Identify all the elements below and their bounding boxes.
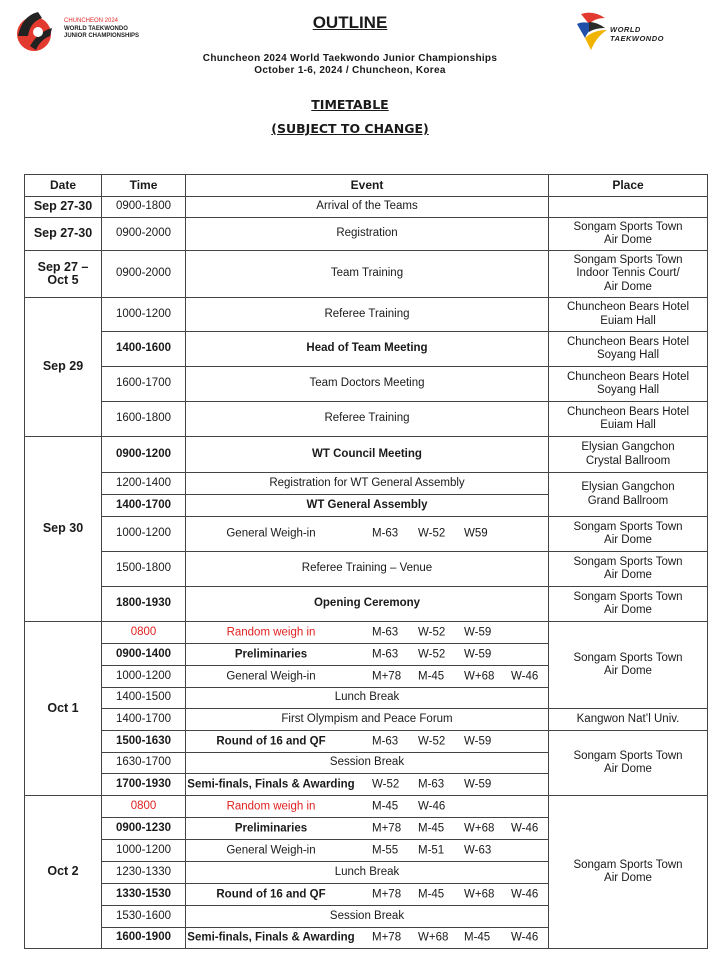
timetable-body xyxy=(25,197,708,949)
table-row xyxy=(25,402,708,437)
logo-line-1: CHUNCHEON 2024 xyxy=(64,18,119,24)
place-cell: Elysian Gangchon Crystal Ballroom xyxy=(549,437,708,473)
weight-category: M+78 xyxy=(372,931,402,944)
event-name: Preliminaries xyxy=(234,647,308,660)
date-cell: Sep 30 xyxy=(25,437,102,622)
time-cell: 0900-1230 xyxy=(102,818,186,840)
logo-line-2: WORLD TAEKWONDO xyxy=(64,25,128,32)
event-name: Random weigh in xyxy=(226,625,316,638)
weight-category: W-52 xyxy=(418,527,446,540)
subject-to-change-note: (SUBJECT TO CHANGE) xyxy=(271,121,429,136)
weight-category: W-59 xyxy=(464,734,492,747)
weight-category: W-52 xyxy=(372,777,400,790)
weight-category: M-63 xyxy=(418,777,445,790)
weight-category: W+68 xyxy=(418,931,449,944)
date-cell: Sep 27 – Oct 5 xyxy=(25,251,102,298)
time-cell: 1500-1630 xyxy=(102,731,186,753)
event-cell: Session Break xyxy=(186,753,549,774)
time-cell: 1000-1200 xyxy=(102,666,186,688)
weight-category: M-45 xyxy=(418,669,445,682)
weight-category: W-46 xyxy=(418,799,446,812)
event-name: General Weigh-in xyxy=(226,527,316,540)
time-cell: 1500-1800 xyxy=(102,552,186,587)
table-row xyxy=(25,298,708,332)
event-cell: Lunch Break xyxy=(186,688,549,709)
logo-right-line-2: TAEKWONDO xyxy=(610,34,664,43)
place-cell: Chuncheon Bears Hotel Euiam Hall xyxy=(549,402,708,437)
date-cell: Oct 1 xyxy=(25,622,102,796)
place-cell: Chuncheon Bears Hotel Soyang Hall xyxy=(549,332,708,367)
event-cell xyxy=(186,622,549,644)
weight-category: W-59 xyxy=(464,625,492,638)
event-cell: Team Doctors Meeting xyxy=(186,367,549,402)
place-column-header: Place xyxy=(549,175,708,197)
event-cell xyxy=(186,666,549,688)
time-cell: 0800 xyxy=(102,796,186,818)
time-cell: 1230-1330 xyxy=(102,862,186,884)
event-cell xyxy=(186,840,549,862)
weight-category: W-52 xyxy=(418,625,446,638)
table-row xyxy=(25,587,708,622)
weight-category: W+68 xyxy=(464,887,495,900)
weight-category: M-63 xyxy=(372,734,399,747)
weight-category: W-46 xyxy=(511,887,539,900)
place-cell: Songam Sports Town Air Dome xyxy=(549,622,708,709)
event-cell: Lunch Break xyxy=(186,862,549,884)
event-name: Chuncheon 2024 World Taekwondo Junior Championships xyxy=(202,53,498,64)
event-cell: Team Training xyxy=(186,251,549,298)
place-cell: Songam Sports Town Air Dome xyxy=(549,731,708,796)
time-cell: 1200-1400 xyxy=(102,473,186,495)
weight-category: M-63 xyxy=(372,527,399,540)
event-cell xyxy=(186,818,549,840)
weight-category: M+78 xyxy=(372,887,402,900)
event-cell xyxy=(186,644,549,666)
event-cell: Registration xyxy=(186,218,549,251)
date-cell: Oct 2 xyxy=(25,796,102,949)
event-cell: WT General Assembly xyxy=(186,495,549,517)
date-cell: Sep 27-30 xyxy=(25,197,102,218)
place-cell: Songam Sports Town Air Dome xyxy=(549,587,708,622)
place-cell: Songam Sports Town Air Dome xyxy=(549,218,708,251)
event-name: General Weigh-in xyxy=(226,843,316,856)
weight-category: W-52 xyxy=(418,647,446,660)
weight-category: W+68 xyxy=(464,821,495,834)
weight-category: W-46 xyxy=(511,821,539,834)
event-cell xyxy=(186,517,549,552)
table-row xyxy=(25,622,708,644)
table-row xyxy=(25,218,708,251)
table-row xyxy=(25,709,708,731)
event-cell: Referee Training xyxy=(186,402,549,437)
table-row xyxy=(25,517,708,552)
date-cell: Sep 27-30 xyxy=(25,218,102,251)
weight-category: M-45 xyxy=(372,799,399,812)
timetable-heading: TIMETABLE xyxy=(311,97,389,112)
time-cell: 1000-1200 xyxy=(102,840,186,862)
time-cell: 1530-1600 xyxy=(102,906,186,928)
place-cell: Chuncheon Bears Hotel Soyang Hall xyxy=(549,367,708,402)
time-cell: 1000-1200 xyxy=(102,517,186,552)
event-cell xyxy=(186,731,549,753)
logo-right-line-1: WORLD xyxy=(610,25,641,34)
time-cell: 0800 xyxy=(102,622,186,644)
event-name: General Weigh-in xyxy=(226,669,316,682)
event-cell: Head of Team Meeting xyxy=(186,332,549,367)
weight-category: M-45 xyxy=(418,821,445,834)
event-cell: First Olympism and Peace Forum xyxy=(186,709,549,731)
event-cell xyxy=(186,884,549,906)
table-header-row xyxy=(25,175,708,197)
weight-category: M-51 xyxy=(418,843,445,856)
time-cell: 0900-1800 xyxy=(102,197,186,218)
table-row xyxy=(25,552,708,587)
time-cell: 1400-1600 xyxy=(102,332,186,367)
weight-category: W-63 xyxy=(464,843,492,856)
place-cell: Chuncheon Bears Hotel Euiam Hall xyxy=(549,298,708,332)
time-cell: 0900-1400 xyxy=(102,644,186,666)
event-name: Preliminaries xyxy=(234,821,308,834)
time-cell: 1000-1200 xyxy=(102,298,186,332)
event-cell: Arrival of the Teams xyxy=(186,197,549,218)
table-row xyxy=(25,731,708,753)
event-cell: Opening Ceremony xyxy=(186,587,549,622)
place-cell: Elysian Gangchon Grand Ballroom xyxy=(549,473,708,517)
event-column-header: Event xyxy=(186,175,549,197)
weight-category: M+78 xyxy=(372,669,402,682)
table-row xyxy=(25,473,708,495)
time-cell: 1400-1500 xyxy=(102,688,186,709)
event-dates: October 1-6, 2024 / Chuncheon, Korea xyxy=(254,65,446,76)
weight-category: W-46 xyxy=(511,931,539,944)
place-cell: Songam Sports Town Air Dome xyxy=(549,552,708,587)
event-name: Round of 16 and QF xyxy=(216,734,326,747)
event-cell: Referee Training xyxy=(186,298,549,332)
weight-category: M-55 xyxy=(372,843,399,856)
logo-line-3: JUNIOR CHAMPIONSHIPS xyxy=(64,33,140,39)
timetable-table xyxy=(24,174,708,949)
weight-category: W-59 xyxy=(464,647,492,660)
weight-category: W59 xyxy=(464,527,488,540)
time-cell: 1800-1930 xyxy=(102,587,186,622)
table-row xyxy=(25,251,708,298)
weight-category: M-45 xyxy=(418,887,445,900)
event-name: Semi-finals, Finals & Awarding xyxy=(187,931,355,944)
time-cell: 0900-2000 xyxy=(102,251,186,298)
weight-category: M+78 xyxy=(372,821,402,834)
time-cell: 0900-1200 xyxy=(102,437,186,473)
time-cell: 1400-1700 xyxy=(102,495,186,517)
event-cell: WT Council Meeting xyxy=(186,437,549,473)
date-cell: Sep 29 xyxy=(25,298,102,437)
weight-category: M-63 xyxy=(372,625,399,638)
event-cell xyxy=(186,796,549,818)
time-cell: 1600-1800 xyxy=(102,402,186,437)
event-cell: Registration for WT General Assembly xyxy=(186,473,549,495)
time-cell: 1600-1900 xyxy=(102,928,186,949)
event-cell xyxy=(186,774,549,796)
time-cell: 1700-1930 xyxy=(102,774,186,796)
event-cell xyxy=(186,928,549,949)
time-cell: 0900-2000 xyxy=(102,218,186,251)
table-row xyxy=(25,437,708,473)
page-title: OUTLINE xyxy=(312,13,388,32)
table-row xyxy=(25,332,708,367)
place-cell: Kangwon Nat’l Univ. xyxy=(549,709,708,731)
date-column-header: Date xyxy=(25,175,102,197)
weight-category: W-59 xyxy=(464,777,492,790)
weight-category: W+68 xyxy=(464,669,495,682)
table-row xyxy=(25,796,708,818)
event-cell: Referee Training – Venue xyxy=(186,552,549,587)
table-row xyxy=(25,367,708,402)
time-cell: 1600-1700 xyxy=(102,367,186,402)
event-name: Semi-finals, Finals & Awarding xyxy=(187,777,355,790)
weight-category: M-63 xyxy=(372,647,399,660)
table-row xyxy=(25,197,708,218)
place-cell: Songam Sports Town Air Dome xyxy=(549,517,708,552)
weight-category: M-45 xyxy=(464,931,491,944)
event-cell: Session Break xyxy=(186,906,549,928)
weight-category: W-52 xyxy=(418,734,446,747)
time-cell: 1330-1530 xyxy=(102,884,186,906)
time-cell: 1630-1700 xyxy=(102,753,186,774)
weight-category: W-46 xyxy=(511,669,539,682)
event-name: Round of 16 and QF xyxy=(216,887,326,900)
place-cell: Songam Sports Town Air Dome xyxy=(549,796,708,949)
place-cell xyxy=(549,197,708,218)
event-name: Random weigh in xyxy=(226,799,316,812)
time-column-header: Time xyxy=(102,175,186,197)
time-cell: 1400-1700 xyxy=(102,709,186,731)
place-cell: Songam Sports Town Indoor Tennis Court/ Air Dome xyxy=(549,251,708,298)
